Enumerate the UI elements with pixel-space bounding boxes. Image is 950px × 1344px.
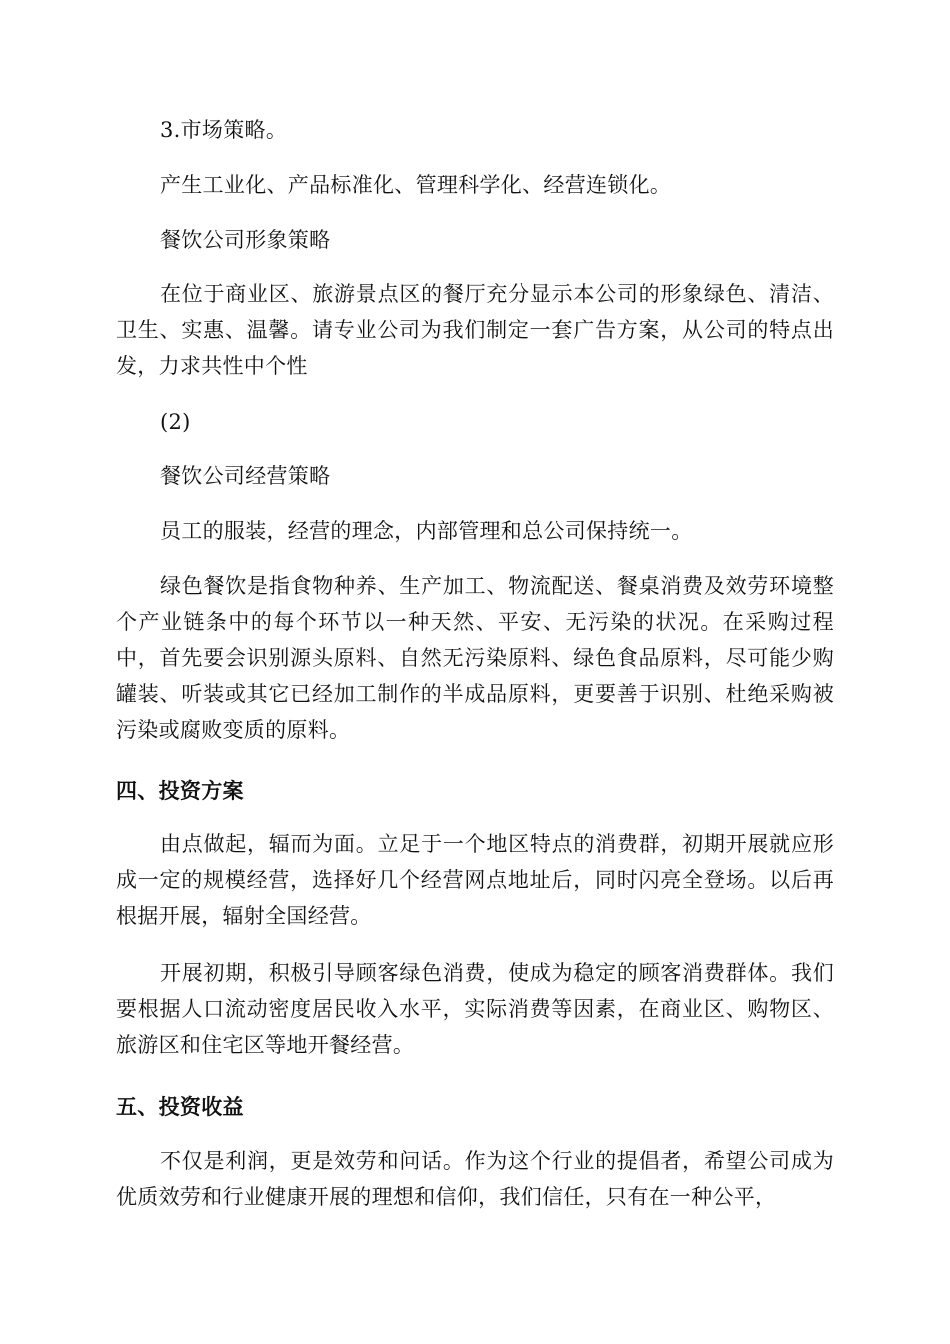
heading-investment-plan: 四、投资方案 bbox=[116, 779, 244, 803]
paragraph-standardization: 产生工业化、产品标准化、管理科学化、经营连锁化。 bbox=[160, 173, 672, 197]
paragraph-uniform-management: 员工的服装，经营的理念，内部管理和总公司保持统一。 bbox=[160, 519, 693, 543]
paragraph-early-development: 开展初期，积极引导顾客绿色消费，使成为稳定的顾客消费群体。我们要根据人口流动密度居民收入水平，实际消费等因素，在商业区、购物区、旅游区和住宅区等地开餐经营。 bbox=[116, 961, 834, 1057]
paragraph-green-dining: 绿色餐饮是指食物种养、生产加工、物流配送、餐桌消费及效劳环境整个产业链条中的每个环节以一种天然、平安、无污染的状况。在采购过程中，首先要会识别源头原料、自然无污染原料、绿色食品原料，尽可能少购罐装、听装或其它已经加工制作的半成品原料，更要善于识别、杜绝采购被污染或腐败变质的原料。 bbox=[116, 574, 834, 742]
paragraph-expansion: 由点做起，辐而为面。立足于一个地区特点的消费群，初期开展就应形成一定的规模经营，选择好几个经营网点地址后，同时闪亮全登场。以后再根据开展，辐射全国经营。 bbox=[116, 832, 834, 928]
list-marker-2: (2) bbox=[160, 410, 191, 434]
subheading-operation-strategy: 餐饮公司经营策略 bbox=[160, 464, 331, 488]
heading-investment-returns: 五、投资收益 bbox=[116, 1095, 244, 1119]
section-item-market-strategy: 3.市场策略。 bbox=[160, 118, 288, 142]
paragraph-image-strategy: 在位于商业区、旅游景点区的餐厅充分显示本公司的形象绿色、清洁、卫生、实惠、温馨。请专业公司为我们制定一套广告方案，从公司的特点出发，力求共性中个性 bbox=[116, 282, 834, 378]
subheading-image-strategy: 餐饮公司形象策略 bbox=[160, 228, 331, 252]
paragraph-returns: 不仅是利润，更是效劳和问话。作为这个行业的提倡者，希望公司成为优质效劳和行业健康开展的理想和信仰，我们信任，只有在一种公平， bbox=[116, 1149, 834, 1209]
